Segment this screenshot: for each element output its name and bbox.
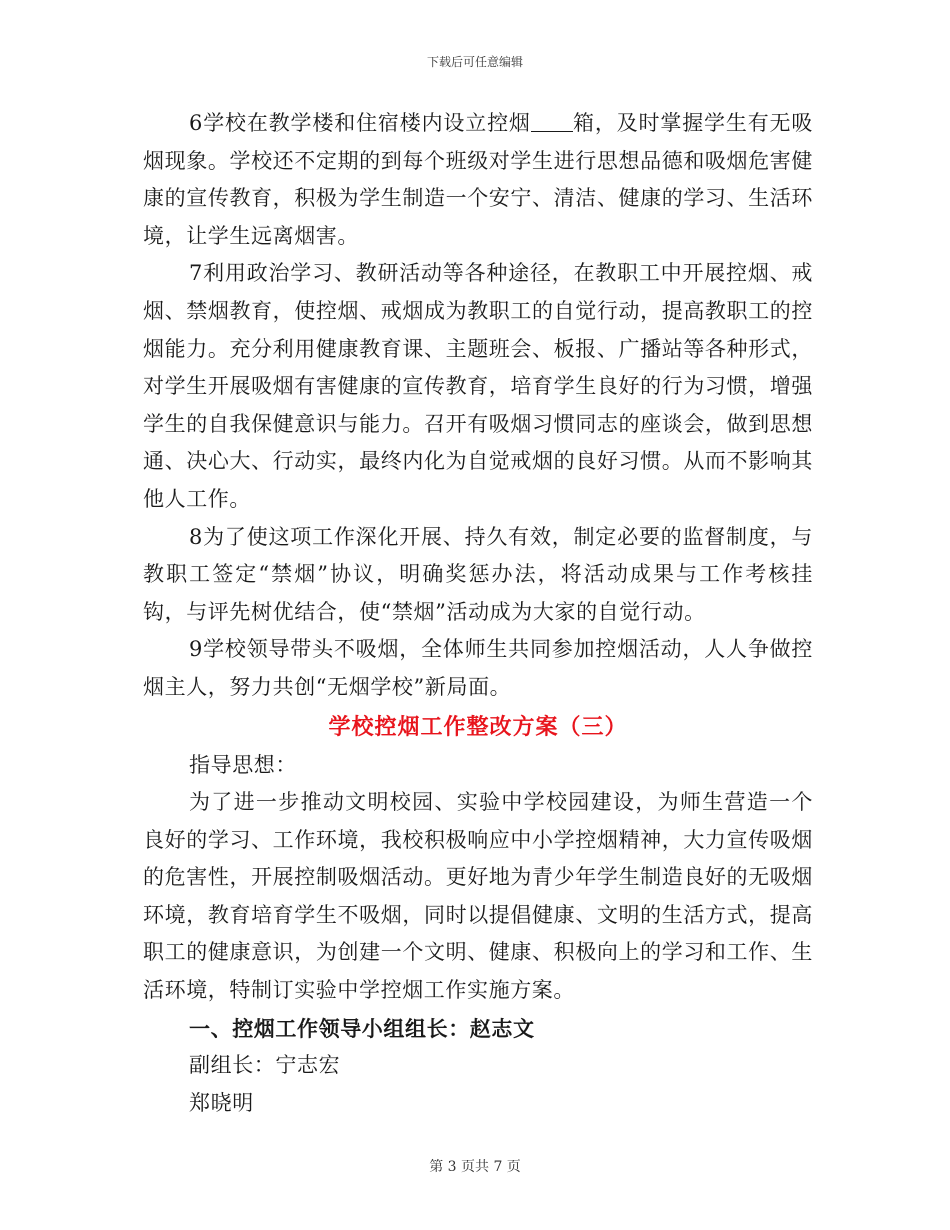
page-number: 第 3 页共 7 页 xyxy=(429,1159,521,1175)
document-body xyxy=(143,105,813,1122)
paragraph-6 xyxy=(143,105,813,255)
paragraph-6-start: 6学校在教学楼和住宿楼内设立控烟 xyxy=(189,111,531,135)
paragraph-8: 8为了使这项工作深化开展、持久有效，制定必要的监督制度，与教职工签定“禁烟”协议，明确奖惩办法，将活动成果与工作考核挂钩，与评先树优结合，使“禁烟”活动成为大家的自觉行动。 xyxy=(143,524,813,624)
member-line: 郑晓明 xyxy=(189,1090,254,1115)
section-title: 学校控烟工作整改方案（三） xyxy=(328,713,628,740)
guiding-thought-text: 为了进一步推动文明校园、实验中学校园建设，为师生营造一个良好的学习、工作环境，我校积极响应中小学控烟精神，大力宣传吸烟的危害性，开展控制吸烟活动。更好地为青少年学生制造良好的无吸烟环境，教育培育学生不吸烟，同时以提倡健康、文明的生活方式，提高职工的健康意识，为创建一个文明、健康、积极向上的学习和工作、生活环境，特制订实验中学控烟工作实施方案。 xyxy=(143,790,813,1003)
deputy-leader-line: 副组长：宁志宏 xyxy=(189,1053,341,1078)
paragraph-7: 7利用政治学习、教研活动等各种途径，在教职工中开展控烟、戒烟、禁烟教育，使控烟、戒烟成为教职工的自觉行动，提高教职工的控烟能力。充分利用健康教育课、主题班会、板报、广播站等各种形式，对学生开展吸烟有害健康的宣传教育，培育学生良好的行为习惯，增强学生的自我保健意识与能力。召开有吸烟习惯同志的座谈会，做到思想通、决心大、行动实，最终内化为自觉戒烟的良好习惯。从而不影响其他人工作。 xyxy=(143,261,813,511)
paragraph-6-rest: 箱，及时掌握学生有无吸烟现象。学校还不定期的到每个班级对学生进行思想品德和吸烟危害健康的宣传教育，积极为学生制造一个安宁、清洁、健康的学习、生活环境，让学生远离烟害。 xyxy=(143,111,813,248)
guiding-thought-label: 指导思想： xyxy=(189,752,297,777)
paragraph-9: 9学校领导带头不吸烟，全体师生共同参加控烟活动，人人争做控烟主人，努力共创“无烟学校”新局面。 xyxy=(143,637,813,699)
leader-group-line: 一、控烟工作领导小组组长：赵志文 xyxy=(189,1015,535,1041)
page-header-note: 下载后可任意编辑 xyxy=(426,55,523,69)
fill-in-blank xyxy=(531,111,573,132)
